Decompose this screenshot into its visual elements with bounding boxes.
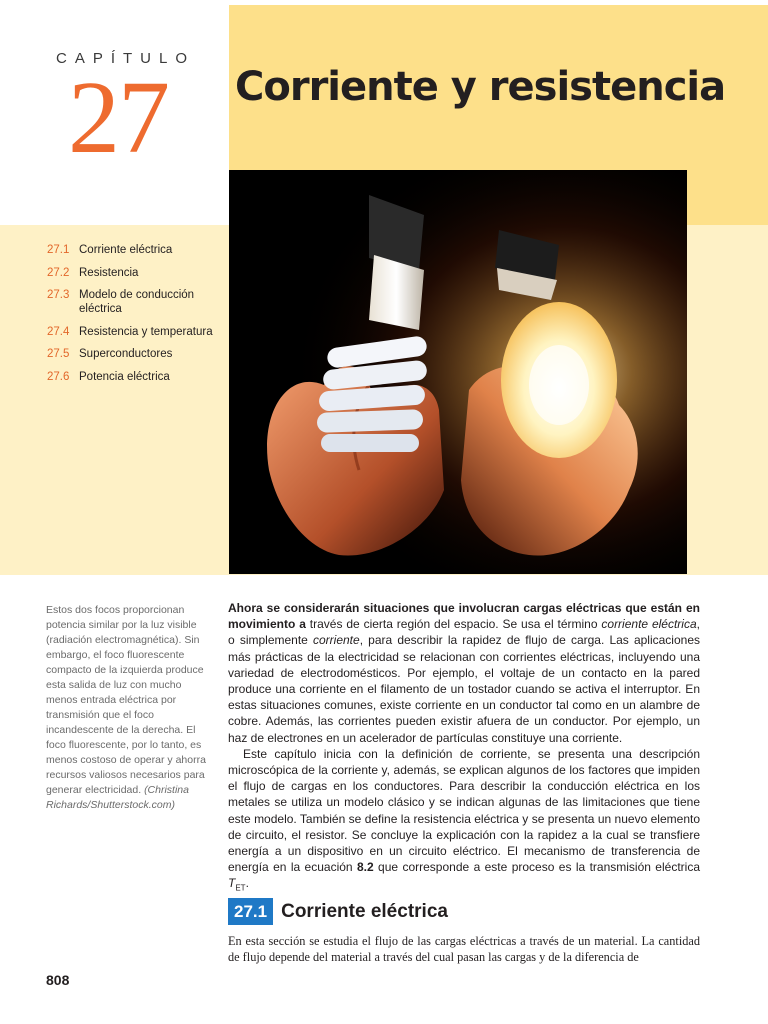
equation-reference[interactable]: 8.2 xyxy=(356,860,374,875)
caption-text: Estos dos focos proporcionan potencia similar por la luz visible (radiación electromagnética). Sin embargo, el foco fluorescente compacto de la izquierda produce esta salida de luz con mucho menos entrada eléctrica por transmisión que el foco incandescente de la derecha. El foco fluorescente, por lo tanto, es menos costoso de operar y ahorra recursos valiosos necesarios para generar electricidad. xyxy=(46,604,206,796)
term-corriente-electrica: corriente eléctrica xyxy=(601,617,697,632)
photo-caption xyxy=(46,603,212,813)
intro-text: Este capítulo inicia con la definición de corriente, se presenta una descripción microscópica de la corriente y, además, se explican algunos de los factores que impiden el flujo de cargas en los conductores. Para describir la conducción eléctrica en los metales se utiliza un modelo clásico y se indican algunas de las limitaciones que tiene este modelo. También se define la resistencia eléctrica y se presenta un nuevo elemento de circuito, el resistor. Se concluye la explicación con la rapidez a la cual se transfiere energía a un dispositivo en un circuito eléctrico. El mecanismo de transferencia de energía en la ecuación xyxy=(228,746,700,875)
intro-text: . xyxy=(245,876,249,891)
light-bulbs-photo xyxy=(229,170,687,574)
toc-item-label: Resistencia y temperatura xyxy=(79,325,213,338)
toc-item[interactable] xyxy=(47,243,217,257)
term-corriente: corriente xyxy=(313,633,360,648)
photo-credit: (Christina Richards/Shutterstock.com) xyxy=(46,784,189,811)
symbol-subscript: ET xyxy=(235,883,246,893)
toc-item-number: 27.6 xyxy=(47,370,70,383)
toc-item-label: Corriente eléctrica xyxy=(79,244,173,256)
intro-text: que corresponde a este proceso es la transmisión eléctrica xyxy=(373,860,700,875)
section-text: En esta sección se estudia el flujo de las cargas eléctricas a través de un material. La cantidad de flujo depende del material a través del cual pasan las cargas y de la diferencia de xyxy=(228,934,700,964)
section-title: Corriente eléctrica xyxy=(281,900,448,922)
toc-item[interactable] xyxy=(47,266,217,280)
toc-item-number: 27.4 xyxy=(47,325,70,338)
chapter-label: CAPÍTULO xyxy=(56,50,196,67)
section-number-badge: 27.1 xyxy=(228,898,273,925)
chapter-intro xyxy=(228,600,700,897)
toc-item[interactable] xyxy=(47,370,217,384)
toc-item-number: 27.1 xyxy=(47,244,70,256)
toc-item[interactable] xyxy=(47,347,217,361)
chapter-title: Corriente y resistencia xyxy=(235,64,726,110)
intro-lead: Ahora se considerarán situaciones que involucran cargas eléctricas que están en movimiento a xyxy=(228,601,700,632)
symbol-t: T xyxy=(228,876,236,891)
chapter-number: 27 xyxy=(68,60,168,175)
chapter-toc xyxy=(47,243,217,392)
toc-item[interactable] xyxy=(47,325,217,339)
intro-text: , para describir la rapidez de flujo de carga. Las aplicaciones más prácticas de la electricidad se relacionan con corrientes eléctricas, incluyendo una variedad de electrodomésticos. Por ejemplo, el voltaje de un contacto en la pared produce una corriente en el filamento de un tostador cuando se activa el interruptor. En estas situaciones comunes, existe corriente en un conductor tal como en un alambre de cobre. Además, las corrientes pueden existir afuera de un conductor. Por ejemplo, un haz de electrones en un acelerador de partículas constituye una corriente. xyxy=(228,633,700,745)
toc-item-label: Superconductores xyxy=(79,348,173,360)
intro-text: , o simplemente xyxy=(228,617,700,648)
toc-item-number: 27.3 xyxy=(47,289,70,301)
section-heading xyxy=(228,898,448,925)
toc-item-label: Potencia eléctrica xyxy=(79,370,170,383)
toc-item[interactable] xyxy=(47,288,217,316)
intro-paragraph xyxy=(228,600,700,746)
intro-paragraph xyxy=(228,746,700,897)
intro-text: través de cierta región del espacio. Se usa el término xyxy=(305,617,602,632)
page-number: 808 xyxy=(46,972,70,988)
toc-item-number: 27.5 xyxy=(47,348,70,360)
toc-item-label: Resistencia xyxy=(79,266,139,279)
toc-item-label: Modelo de conducción eléctrica xyxy=(79,289,195,315)
toc-item-number: 27.2 xyxy=(47,266,70,279)
